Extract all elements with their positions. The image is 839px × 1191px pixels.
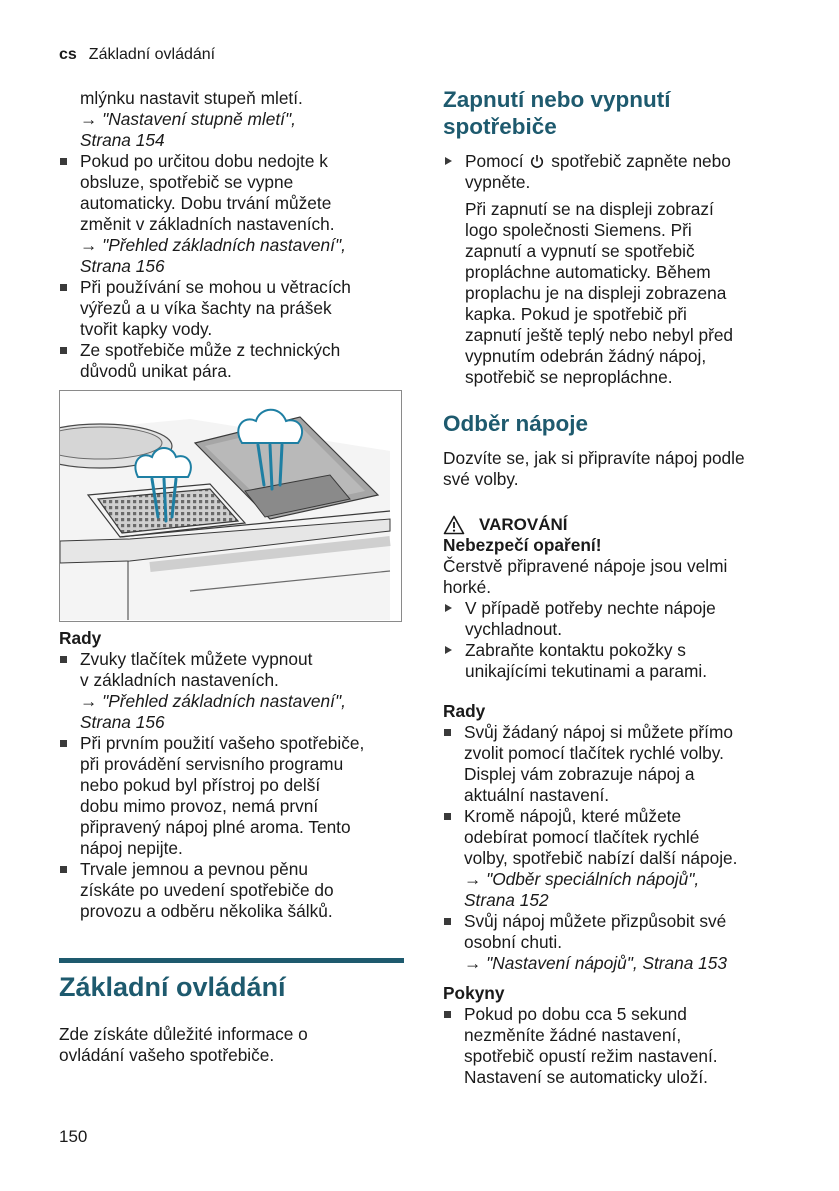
notes-list [59,151,404,382]
notes-heading: Pokyny [443,983,505,1003]
tips-heading: Rady [443,701,486,721]
onoff-description: Při zapnutí se na displeji zobrazí logo společnosti Siemens. Při zapnutí a vypnutí se spotřebič propláchne automaticky. Během proplachu je na displeji zobrazena kapka. Pokud je spotřebič při zapnutí ještě teplý nebo nebyl před vypnutím odebrán žádný nápoj, spotřebič se nepropláchne. [465,199,734,387]
list-item: Svůj žádaný nápoj si můžete přímo zvolit pomocí tlačítek rychlé volby. Displej vám zobrazuje nápoj a aktuální nastavení. [443,722,788,806]
running-header [59,46,215,64]
steam-vents-drawing [60,391,400,620]
cross-reference-page[interactable]: Strana 156 [80,712,165,732]
warning-steps [443,598,788,682]
warning-label: VAROVÁNÍ [479,515,568,534]
tips-list [59,649,404,922]
intro-line: mlýnku nastavit stupeň mletí. [80,88,303,108]
cross-reference[interactable]: → "Nastavení nápojů", Strana 153 [464,953,728,973]
list-item: Pokud po určitou dobu nedojte k obsluze, spotřebič se vypne automaticky. Dobu trvání můžete změnit v základních nastaveních. → "Přehled základních nastavení", Strana 156 [59,151,404,277]
appliance-illustration [59,390,402,622]
power-icon [530,154,544,169]
list-item: Pokud po dobu cca 5 sekund nezměníte žádné nastavení, spotřebič opustí režim nastavení. Nastavení se automaticky uloží. [443,1004,788,1088]
list-item: Trvale jemnou a pevnou pěnu získáte po uvedení spotřebiče do provozu a odběru několika šálků. [59,859,404,922]
intro-continuation [59,88,404,151]
notes-list [443,1004,788,1088]
list-item: Kromě nápojů, které můžete odebírat pomocí tlačítek rychlé volby, spotřebič nabízí další nápoje. → "Odběr speciálních nápojů", Strana 152 [443,806,788,911]
list-item: Při prvním použití vašeho spotřebiče, při provádění servisního programu nebo pokud byl přístroj po delší dobu mimo provoz, nemá první připravený nápoj plné aroma. Tento nápoj nepijte. [59,733,404,859]
right-column [443,86,788,1088]
list-item: Svůj nápoj můžete přizpůsobit své osobní chuti. → "Nastavení nápojů", Strana 153 [443,911,788,974]
cross-reference[interactable]: → "Nastavení stupně mletí", [80,109,296,129]
tips-list [443,722,788,974]
list-item: Při používání se mohou u větracích výřezů a u víka šachty na prášek tvořit kapky vody. [59,277,404,340]
cross-reference[interactable]: → "Odběr speciálních nápojů", [464,869,700,889]
warning-header [443,515,788,535]
cross-reference-page[interactable]: Strana 156 [80,256,165,276]
language-code: cs [59,46,77,63]
step-item: Zabraňte kontaktu pokožky s unikajícími tekutinami a parami. [443,640,788,682]
onoff-steps [443,151,788,193]
section-intro: Zde získáte důležité informace o ovládání vašeho spotřebiče. [59,1024,308,1065]
drink-title: Odběr nápoje [443,411,589,436]
onoff-title: Zapnutí nebo vypnutí spotřebiče [443,87,671,139]
cross-reference[interactable]: → "Přehled základních nastavení", [80,235,346,255]
drink-intro: Dozvíte se, jak si připravíte nápoj podle své volby. [443,448,745,489]
page-number: 150 [59,1127,88,1146]
cross-reference-page[interactable]: Strana 152 [464,890,549,910]
warning-triangle-icon [443,515,465,535]
basic-operation-section [59,958,404,1066]
warning-box: VAROVÁNÍ Nebezpečí opaření! Čerstvě připravené nápoje jsou velmi horké. V případě potřeby nechte nápoje vychladnout. Zabraňte kontaktu pokožky s unikajícími tekutinami a parami. [443,515,788,682]
warning-subtitle: Nebezpečí opaření! [443,535,602,555]
tips-heading: Rady [59,628,102,648]
cross-reference-page[interactable]: Strana 154 [80,130,165,150]
section-title: Základní ovládání [59,972,286,1002]
section-rule [59,958,404,963]
list-item: Ze spotřebiče může z technických důvodů unikat pára. [59,340,404,382]
left-tips-block [59,628,404,922]
header-title: Základní ovládání [88,46,216,63]
cross-reference[interactable]: → "Přehled základních nastavení", [80,691,346,711]
step-item: Pomocí spotřebič zapněte nebo vypněte. [443,151,788,193]
list-item: Zvuky tlačítek můžete vypnout v základních nastaveních. → "Přehled základních nastavení", Strana 156 [59,649,404,733]
left-column [59,88,404,382]
step-item: V případě potřeby nechte nápoje vychladnout. [443,598,788,640]
